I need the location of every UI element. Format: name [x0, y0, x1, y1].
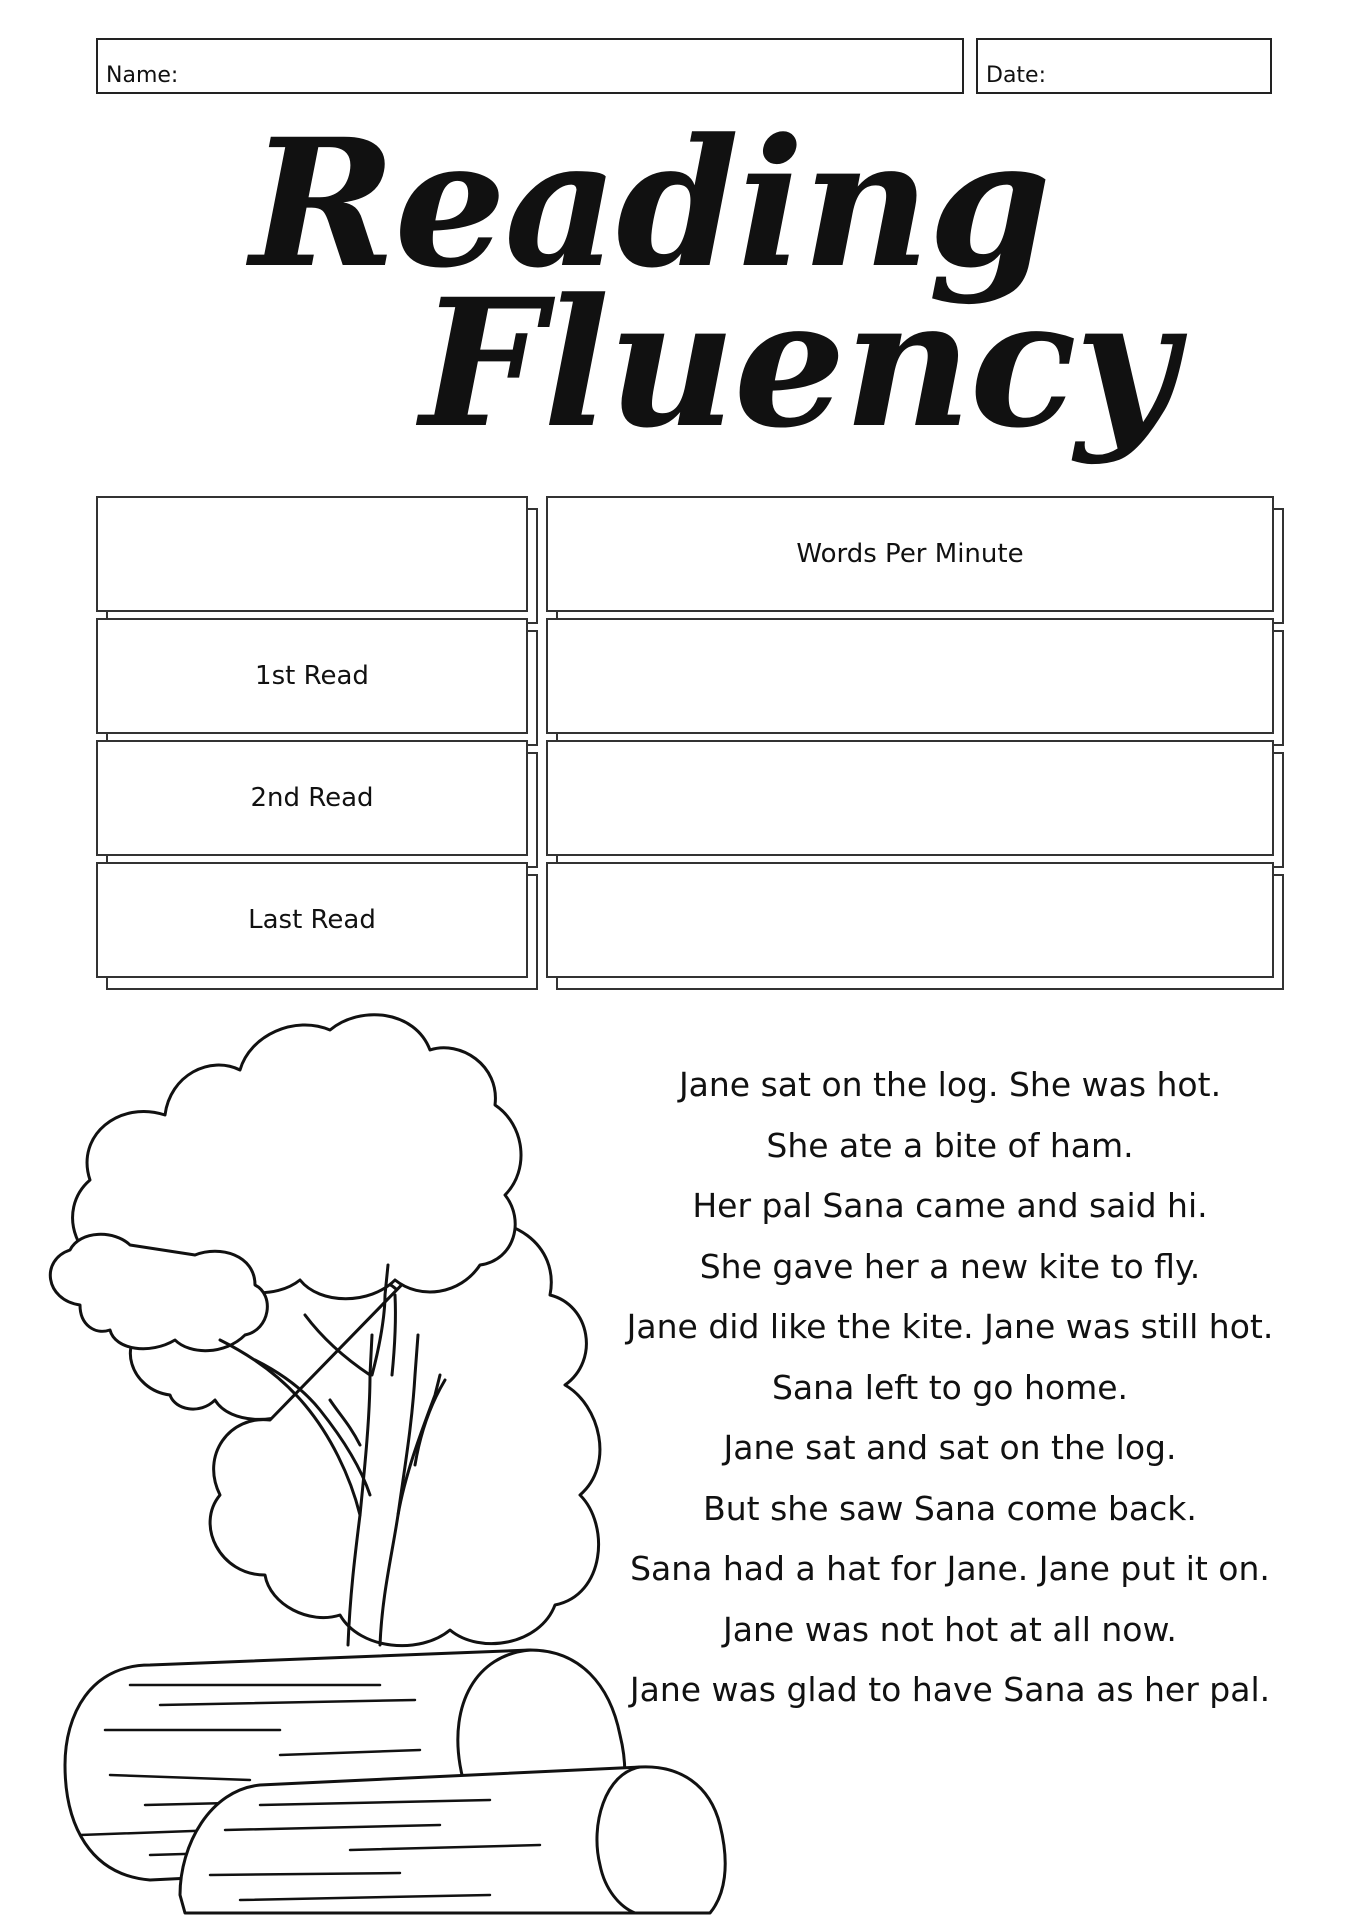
passage-line: Jane did like the kite. Jane was still hot.	[626, 1307, 1274, 1346]
words-per-minute-label: Words Per Minute	[796, 539, 1024, 569]
second-read-label: 2nd Read	[250, 783, 374, 813]
passage-line: Jane was glad to have Sana as her pal.	[629, 1670, 1271, 1709]
page-title	[230, 100, 1176, 480]
last-read-wpm-field[interactable]	[546, 862, 1274, 978]
passage-line: But she saw Sana come back.	[703, 1488, 1197, 1528]
first-read-wpm-field[interactable]	[546, 618, 1274, 734]
last-read-label: Last Read	[248, 905, 376, 935]
header-left-cell	[96, 496, 528, 612]
title-line-fluency: Fluency	[420, 260, 1176, 467]
name-field[interactable]	[96, 38, 964, 94]
passage-line: She gave her a new kite to fly.	[699, 1246, 1201, 1286]
passage-line: Sana left to go home.	[771, 1367, 1129, 1407]
second-read-label-cell	[96, 740, 528, 856]
second-read-wpm-field[interactable]	[546, 740, 1274, 856]
passage-line: Jane was not hot at all now.	[723, 1609, 1177, 1649]
date-field[interactable]	[976, 38, 1272, 94]
first-read-label-cell	[96, 618, 528, 734]
title-line-reading: Reading	[250, 100, 1050, 307]
passage-line: Jane sat and sat on the log.	[723, 1428, 1177, 1467]
last-read-label-cell	[96, 862, 528, 978]
date-label: Date:	[986, 63, 1046, 88]
passage-line: Sana had a hat for Jane. Jane put it on.	[630, 1549, 1270, 1588]
first-read-label: 1st Read	[255, 661, 369, 691]
words-per-minute-header	[546, 496, 1274, 612]
passage-line: Her pal Sana came and said hi.	[692, 1186, 1208, 1225]
reading-passage	[600, 1055, 1300, 1721]
name-label: Name:	[106, 63, 179, 88]
passage-line: She ate a bite of ham.	[766, 1125, 1134, 1165]
passage-line: Jane sat on the log. She was hot.	[678, 1065, 1222, 1104]
